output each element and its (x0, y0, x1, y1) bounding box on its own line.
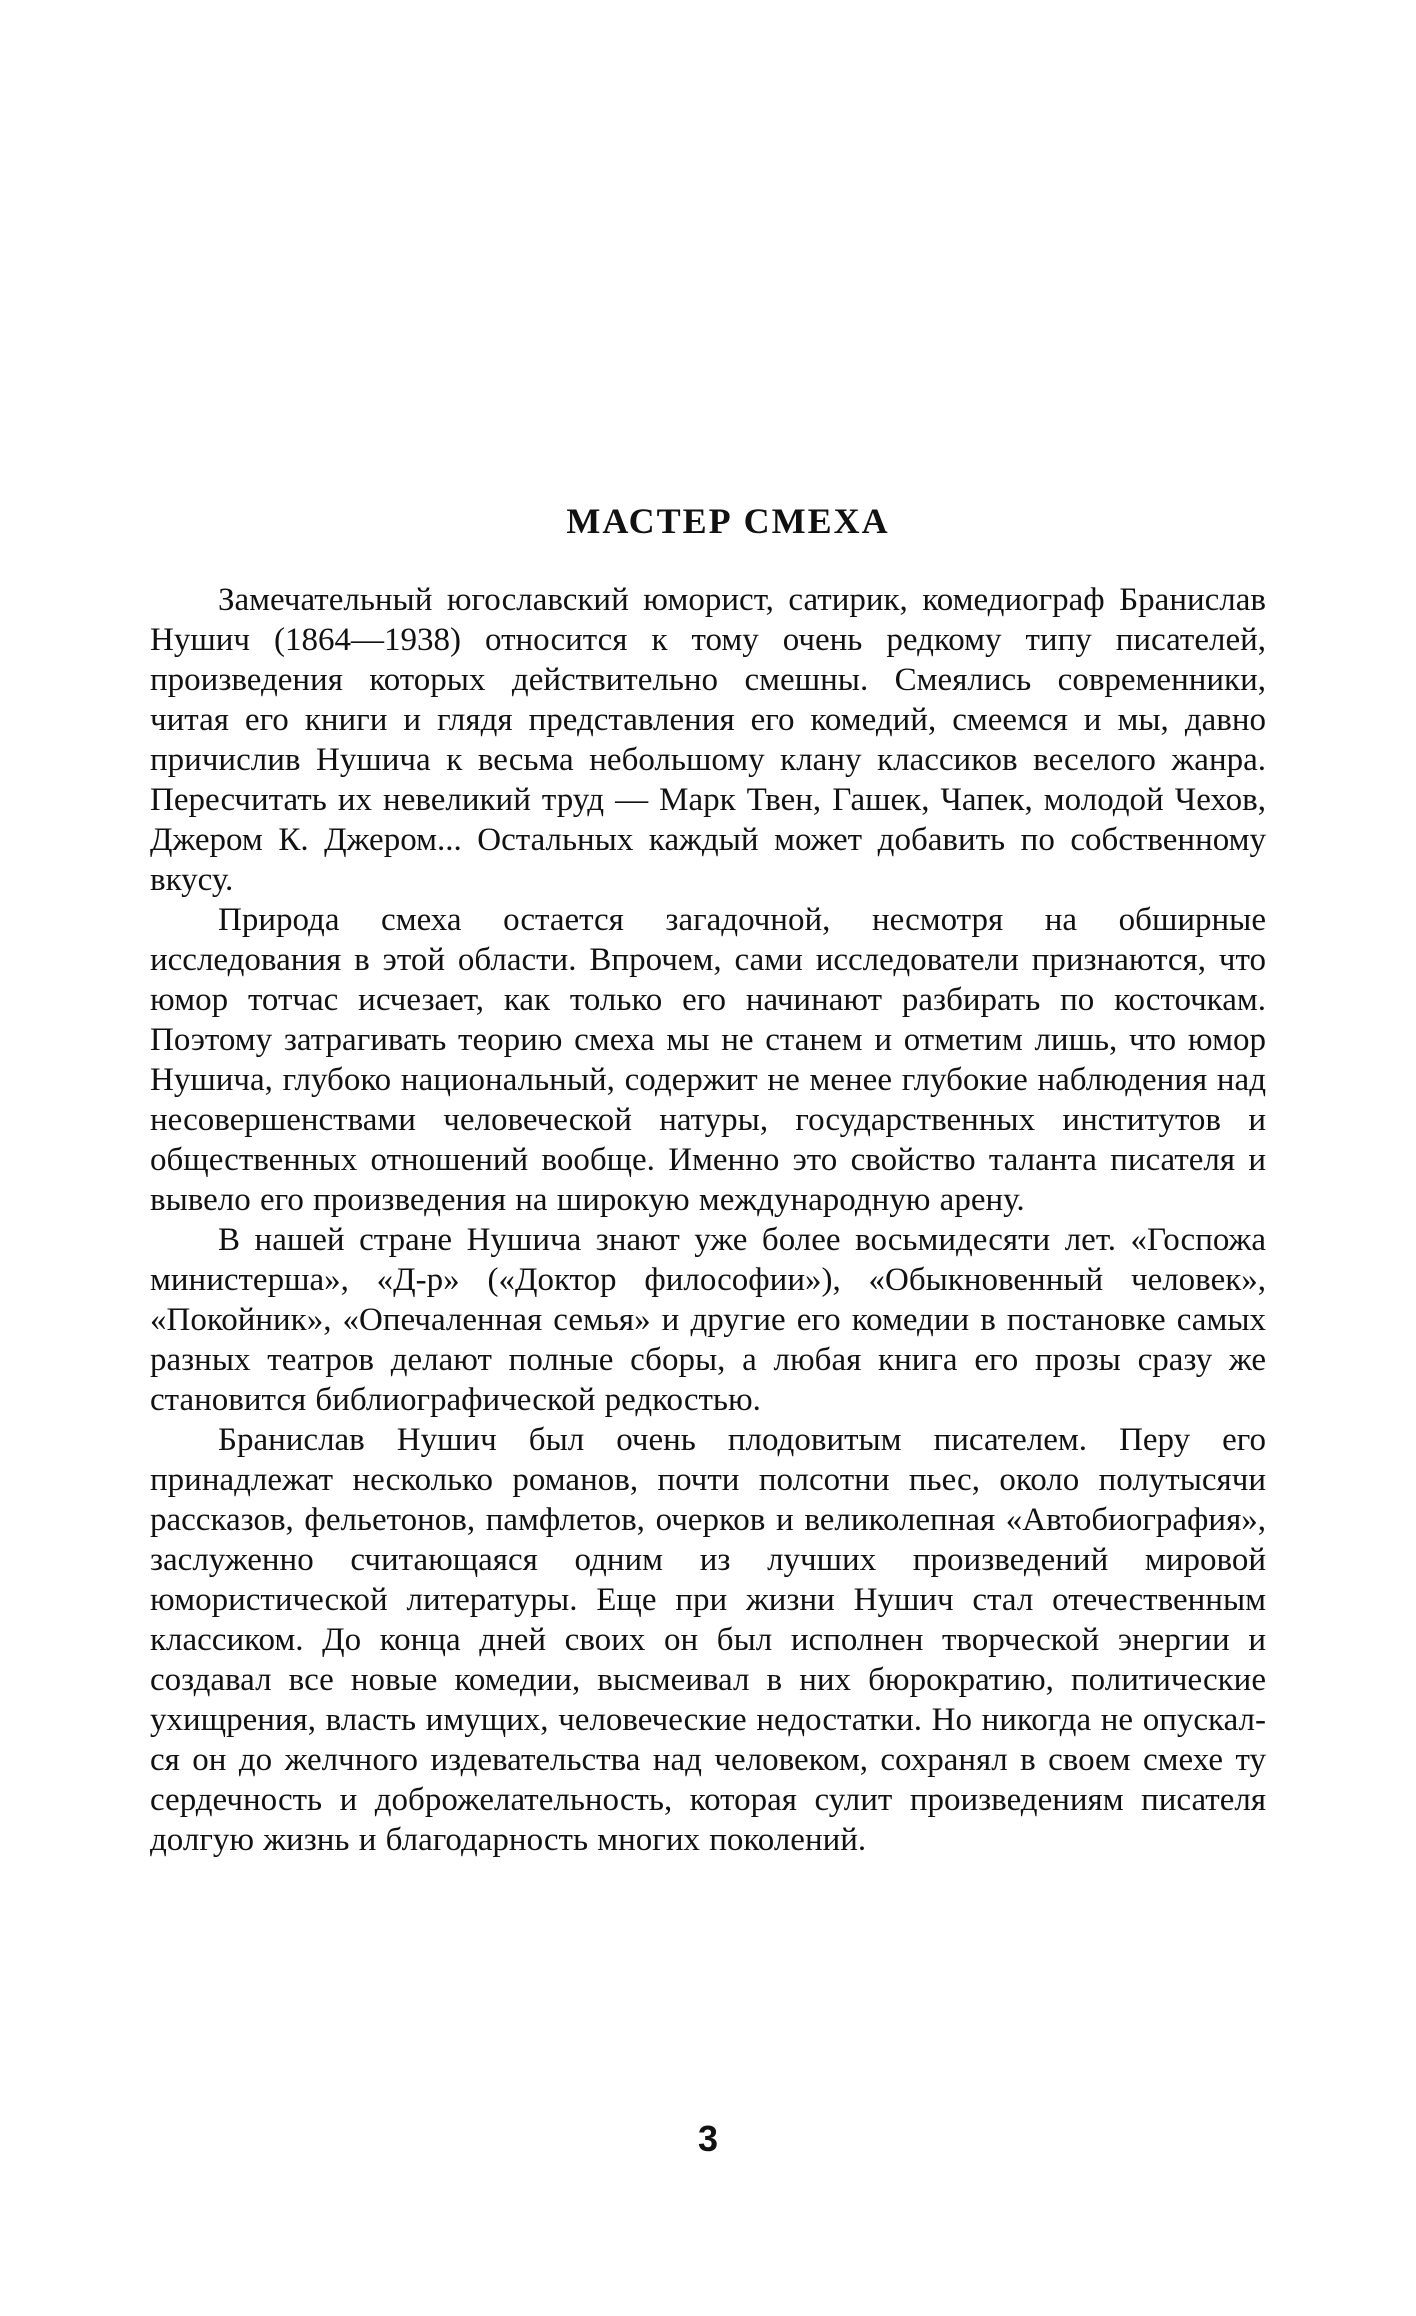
page-title: МАСТЕР СМЕХА (566, 501, 890, 541)
paragraph-3: В нашей стране Нушича знают уже более восьмидесяти лет. «Госпожа министерша», «Д-р» («Доктор философии»), «Обыкновенный человек», «Покойник», «Опечаленная семья» и другие его комедии в постановке самых разных театров делают полные сборы, а любая книга его прозы сразу же становится библиографической редкостью. (150, 1222, 1266, 1418)
page-number: 3 (697, 2118, 719, 2159)
page-content (150, 500, 1266, 1860)
paragraph-1: Замечательный югославский юморист, сатирик, комедиограф Бранислав Нушич (1864—1938) относится к тому очень редкому типу писателей, произведения которых действительно смешны. Смеялись современники, читая его книги и глядя представления его комедий, смеемся и мы, давно причислив Нушича к весьма небольшому клану классиков веселого жанра. Пересчитать их невеликий труд — Марк Твен, Гашек, Чапек, молодой Чехов, Джером К. Джером... Остальных каждый может добавить по собственному вкусу. (150, 582, 1266, 898)
paragraph-2: Природа смеха остается загадочной, несмотря на обширные исследования в этой области. Впрочем, сами исследователи признаются, что юмор тотчас исчезает, как только его начинают разбирать по косточкам. Поэтому затрагивать теорию смеха мы не станем и отметим лишь, что юмор Нушича, глубоко национальный, содержит не менее глубокие наблюдения над несовершенствами человеческой натуры, государственных институтов и общественных отношений вообще. Именно это свойство таланта писателя и вывело его произведения на широкую международную арену. (150, 902, 1266, 1218)
paragraph-4: Бранислав Нушич был очень плодовитым писателем. Перу его принадлежат несколько романов, почти полсотни пьес, около полутысячи рассказов, фельетонов, памфлетов, очерков и великолепная «Автобиография», заслуженно считающаяся одним из лучших произведений мировой юмористической литературы. Еще при жизни Нушич стал отечественным классиком. До конца дней своих он был исполнен творческой энергии и создавал все новые комедии, высмеивал в них бюрократию, политические ухищрения, власть имущих, человеческие недостатки. Но никогда не опускался он до желчного издевательства над человеком, сохранял в своем смехе ту сердечность и доброжелательность, которая сулит произведениям писателя долгую жизнь и благодарность многих поколений. (150, 1422, 1266, 1858)
